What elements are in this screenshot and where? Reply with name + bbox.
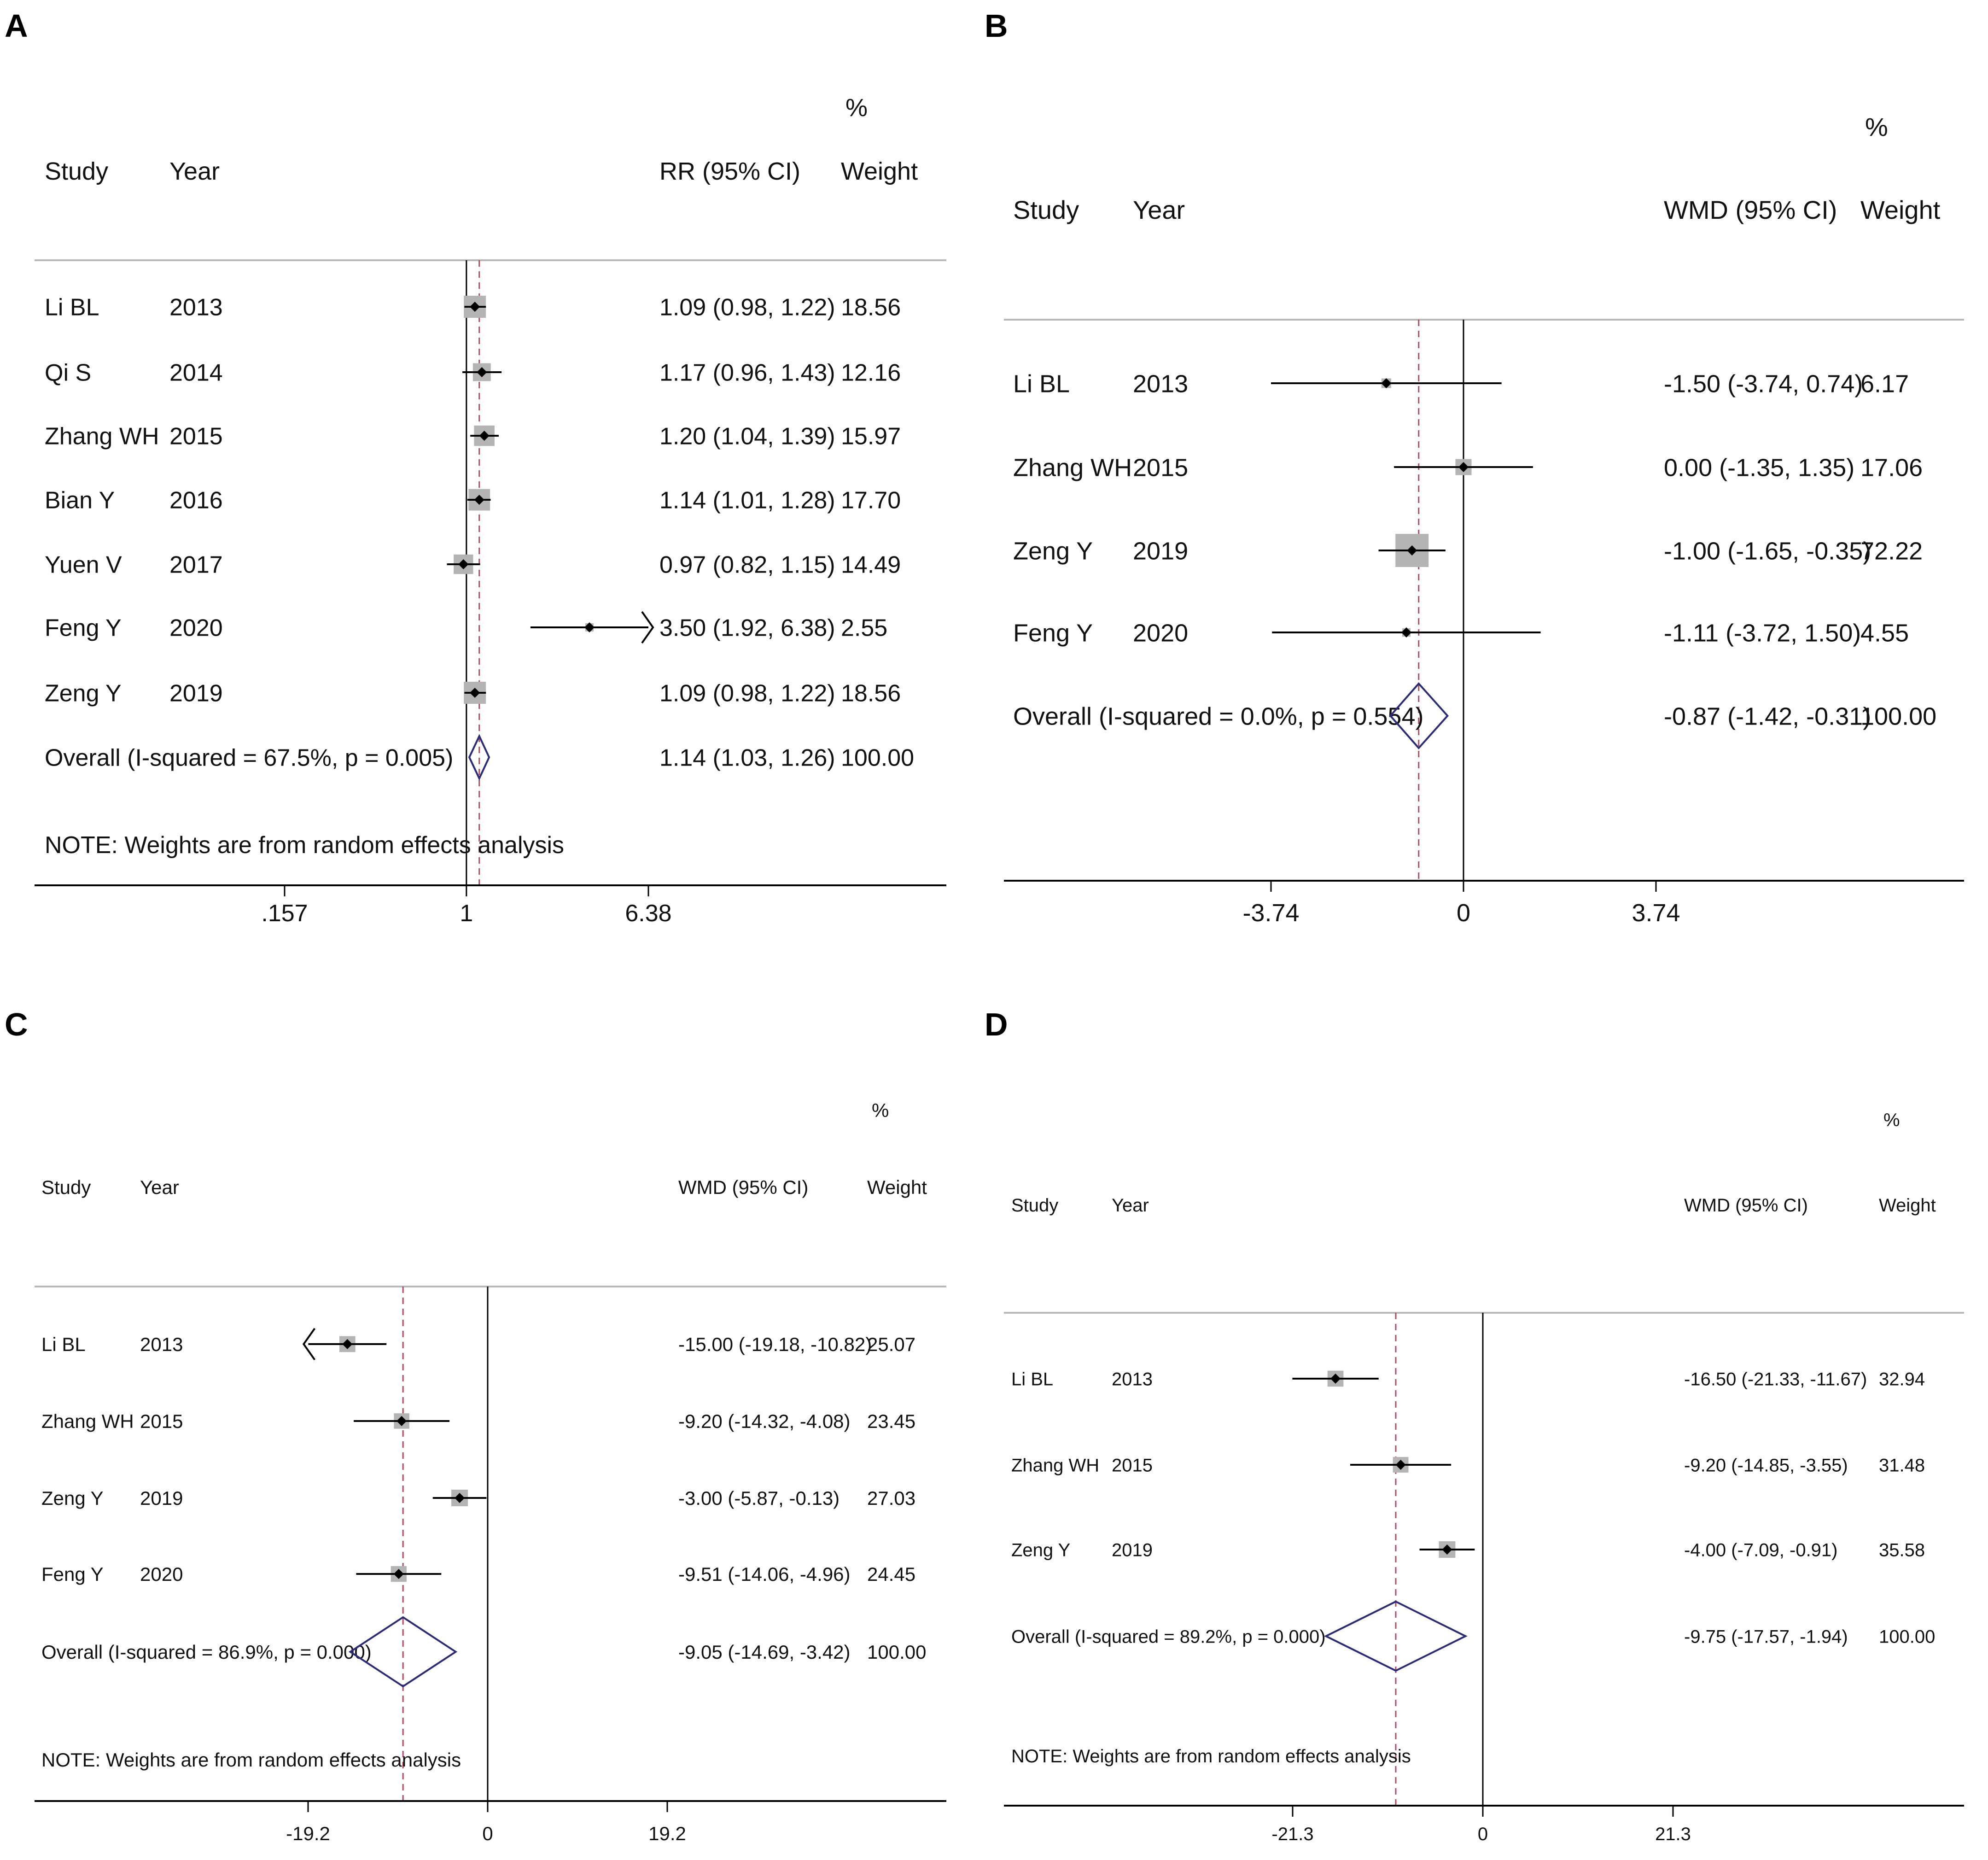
x-axis-tick-label: 1	[460, 900, 473, 927]
weights-note: NOTE: Weights are from random effects analysis	[41, 1749, 461, 1771]
header-weight: Weight	[867, 1176, 927, 1198]
header-weight: Weight	[1879, 1195, 1936, 1216]
study-name: Bian Y	[45, 487, 115, 514]
study-weight: 32.94	[1879, 1369, 1925, 1390]
study-name: Zeng Y	[41, 1487, 104, 1509]
study-weight: 18.56	[841, 680, 901, 707]
overall-effect-ci: -9.05 (-14.69, -3.42)	[678, 1641, 851, 1663]
x-axis-tick-label: 19.2	[648, 1823, 686, 1844]
overall-effect-ci: 1.14 (1.03, 1.26)	[659, 744, 835, 772]
study-weight: 2.55	[841, 614, 888, 642]
header-weight: Weight	[1860, 195, 1941, 224]
study-name: Zeng Y	[45, 680, 122, 707]
study-weight: 14.49	[841, 551, 901, 579]
header-study: Study	[1013, 195, 1079, 224]
study-name: Li BL	[45, 294, 99, 321]
study-year: 2013	[140, 1334, 183, 1356]
study-effect-ci: 0.97 (0.82, 1.15)	[659, 551, 835, 579]
study-name: Qi S	[45, 359, 92, 386]
header-study: Study	[41, 1176, 91, 1198]
study-name: Zhang WH	[1013, 454, 1132, 482]
study-year: 2019	[1112, 1540, 1153, 1561]
study-name: Zhang WH	[45, 423, 159, 450]
study-weight: 23.45	[867, 1410, 916, 1433]
study-weight: 4.55	[1860, 619, 1909, 647]
study-effect-ci: 1.20 (1.04, 1.39)	[659, 423, 835, 450]
x-axis-tick-label: 0	[1477, 1824, 1488, 1844]
header-weight-percent: %	[1865, 112, 1888, 141]
study-year: 2019	[140, 1487, 183, 1509]
study-year: 2016	[169, 487, 223, 514]
header-effect: WMD (95% CI)	[1684, 1195, 1808, 1216]
study-effect-ci: -9.20 (-14.85, -3.55)	[1684, 1455, 1848, 1476]
study-effect-ci: -15.00 (-19.18, -10.82)	[678, 1334, 872, 1356]
study-year: 2013	[169, 294, 223, 321]
study-weight: 18.56	[841, 294, 901, 321]
header-year: Year	[1133, 195, 1185, 224]
overall-label: Overall (I-squared = 0.0%, p = 0.554)	[1013, 702, 1424, 731]
header-year: Year	[1112, 1195, 1149, 1216]
study-effect-ci: -3.00 (-5.87, -0.13)	[678, 1487, 840, 1509]
header-study: Study	[1011, 1195, 1059, 1216]
study-year: 2015	[1133, 454, 1189, 482]
study-year: 2020	[1133, 619, 1189, 647]
study-effect-ci: -16.50 (-21.33, -11.67)	[1684, 1369, 1867, 1390]
study-name: Zeng Y	[1013, 537, 1093, 565]
study-year: 2019	[1133, 537, 1189, 565]
study-name: Li BL	[1011, 1369, 1054, 1390]
study-effect-ci: 1.17 (0.96, 1.43)	[659, 359, 835, 386]
header-weight-percent: %	[1883, 1110, 1900, 1130]
overall-label: Overall (I-squared = 86.9%, p = 0.000)	[41, 1641, 372, 1663]
study-name: Zeng Y	[1011, 1540, 1071, 1561]
x-axis-tick-label: -19.2	[286, 1823, 330, 1844]
overall-label: Overall (I-squared = 89.2%, p = 0.000)	[1011, 1626, 1326, 1647]
study-name: Feng Y	[41, 1563, 104, 1585]
study-year: 2014	[169, 359, 223, 386]
study-weight: 24.45	[867, 1563, 916, 1585]
study-name: Zhang WH	[1011, 1455, 1100, 1476]
study-weight: 25.07	[867, 1334, 916, 1356]
study-year: 2015	[1112, 1455, 1153, 1476]
overall-weight: 100.00	[1879, 1626, 1936, 1647]
study-weight: 15.97	[841, 423, 901, 450]
study-name: Zhang WH	[41, 1410, 134, 1433]
header-year: Year	[140, 1176, 179, 1198]
header-effect: RR (95% CI)	[659, 158, 801, 185]
study-year: 2019	[169, 680, 223, 707]
study-year: 2020	[169, 614, 223, 642]
study-name: Yuen V	[45, 551, 122, 579]
header-study: Study	[45, 158, 109, 185]
study-effect-ci: 3.50 (1.92, 6.38)	[659, 614, 835, 642]
study-name: Li BL	[1013, 370, 1070, 398]
overall-weight: 100.00	[867, 1641, 927, 1663]
x-axis-tick-label: 0	[482, 1823, 493, 1844]
study-year: 2013	[1133, 370, 1189, 398]
overall-weight: 100.00	[841, 744, 915, 772]
study-effect-ci: 1.09 (0.98, 1.22)	[659, 680, 835, 707]
x-axis-tick-label: 6.38	[625, 900, 672, 927]
panel-letter: A	[5, 8, 28, 44]
panel-letter: D	[985, 1006, 1008, 1042]
study-year: 2020	[140, 1563, 183, 1585]
overall-effect-ci: -9.75 (-17.57, -1.94)	[1684, 1626, 1848, 1647]
x-axis-tick-label: -21.3	[1271, 1824, 1314, 1844]
study-weight: 72.22	[1860, 537, 1923, 565]
panel-letter: C	[5, 1006, 28, 1042]
study-effect-ci: -1.50 (-3.74, 0.74)	[1664, 370, 1863, 398]
x-axis-tick-label: 21.3	[1655, 1824, 1691, 1844]
study-name: Feng Y	[45, 614, 122, 642]
study-year: 2013	[1112, 1369, 1153, 1390]
weights-note: NOTE: Weights are from random effects analysis	[1011, 1746, 1411, 1766]
study-weight: 17.06	[1860, 454, 1923, 482]
study-effect-ci: -4.00 (-7.09, -0.91)	[1684, 1540, 1838, 1561]
study-effect-ci: 0.00 (-1.35, 1.35)	[1664, 454, 1855, 482]
x-axis-tick-label: -3.74	[1242, 899, 1300, 927]
header-weight: Weight	[841, 158, 918, 185]
study-effect-ci: -1.00 (-1.65, -0.35)	[1664, 537, 1871, 565]
overall-weight: 100.00	[1860, 702, 1937, 731]
study-name: Li BL	[41, 1334, 86, 1356]
study-effect-ci: -9.51 (-14.06, -4.96)	[678, 1563, 851, 1585]
header-effect: WMD (95% CI)	[678, 1176, 809, 1198]
study-year: 2017	[169, 551, 223, 579]
weights-note: NOTE: Weights are from random effects analysis	[45, 832, 565, 859]
header-year: Year	[169, 158, 220, 185]
study-weight: 27.03	[867, 1487, 916, 1509]
overall-label: Overall (I-squared = 67.5%, p = 0.005)	[45, 744, 454, 772]
x-axis-tick-label: 0	[1456, 899, 1471, 927]
study-effect-ci: -9.20 (-14.32, -4.08)	[678, 1410, 851, 1433]
study-name: Feng Y	[1013, 619, 1093, 647]
study-effect-ci: 1.14 (1.01, 1.28)	[659, 487, 835, 514]
study-effect-ci: -1.11 (-3.72, 1.50)	[1664, 619, 1861, 647]
header-weight-percent: %	[872, 1100, 889, 1121]
study-weight: 12.16	[841, 359, 901, 386]
study-year: 2015	[169, 423, 223, 450]
header-weight-percent: %	[845, 94, 868, 122]
study-weight: 31.48	[1879, 1455, 1925, 1476]
header-effect: WMD (95% CI)	[1664, 195, 1837, 224]
x-axis-tick-label: 3.74	[1632, 899, 1680, 927]
study-weight: 35.58	[1879, 1540, 1925, 1561]
study-weight: 17.70	[841, 487, 901, 514]
panel-letter: B	[985, 8, 1008, 44]
x-axis-tick-label: .157	[261, 900, 308, 927]
study-weight: 6.17	[1860, 370, 1909, 398]
overall-effect-ci: -0.87 (-1.42, -0.31)	[1664, 702, 1871, 731]
study-year: 2015	[140, 1410, 183, 1433]
study-effect-ci: 1.09 (0.98, 1.22)	[659, 294, 835, 321]
